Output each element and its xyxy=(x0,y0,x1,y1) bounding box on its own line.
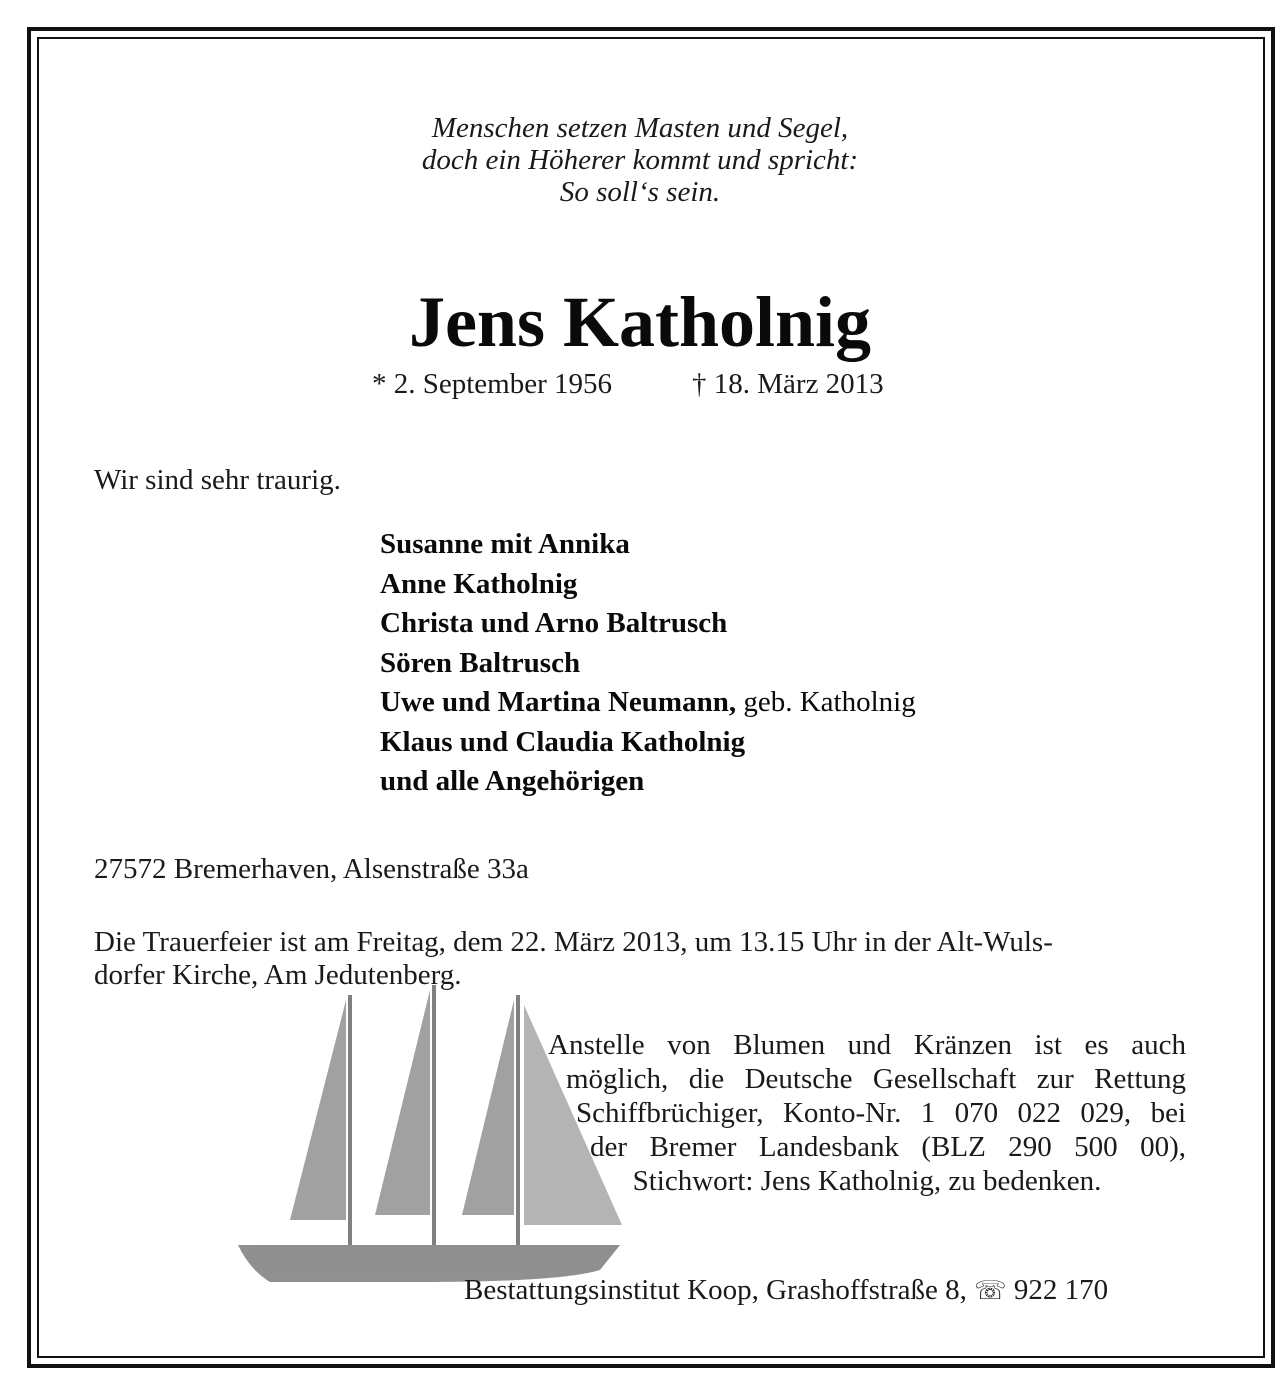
donation-line: der Bremer Landesbank (BLZ 290 500 00), xyxy=(590,1131,1186,1163)
mourner-entry: und alle Angehörigen xyxy=(380,765,645,797)
mourner-entry: Klaus und Claudia Katholnig xyxy=(380,726,746,758)
motto-line-3: So soll‘s sein. xyxy=(559,176,721,208)
mourner-entry: Anne Katholnig xyxy=(380,568,578,600)
ceremony-line-1: Die Trauerfeier ist am Freitag, dem 22. März 2013, um 13.15 Uhr in der Alt-Wuls- xyxy=(94,926,1053,958)
funeral-home-text: Bestattungsinstitut Koop, Grashoffstraße 8, xyxy=(464,1274,967,1306)
motto-line-1: Menschen setzen Masten und Segel, xyxy=(431,112,849,144)
death-date: † 18. März 2013 xyxy=(692,368,884,400)
donation-line: Schiffbrüchiger, Konto-Nr. 1 070 022 029, bei xyxy=(576,1097,1186,1129)
mourner-entry: Sören Baltrusch xyxy=(380,647,581,679)
funeral-home-phone: 922 170 xyxy=(1013,1274,1109,1306)
ceremony-line-2: dorfer Kirche, Am Jedutenberg. xyxy=(94,959,462,991)
family-address: 27572 Bremerhaven, Alsenstraße 33a xyxy=(94,853,529,885)
funeral-home xyxy=(464,1272,1108,1309)
deceased-name: Jens Katholnig xyxy=(408,282,872,362)
donation-line: Stichwort: Jens Katholnig, zu bedenken. xyxy=(632,1165,1102,1197)
telephone-icon: ☏ xyxy=(974,1276,1007,1306)
mourner-entry: Christa und Arno Baltrusch xyxy=(380,607,728,639)
motto-line-2: doch ein Höherer kommt und spricht: xyxy=(421,144,859,176)
birth-date: * 2. September 1956 xyxy=(372,368,613,400)
donation-line: möglich, die Deutsche Gesellschaft zur Rettung xyxy=(566,1063,1186,1095)
mourner-entry: Uwe und Martina Neumann, geb. Katholnig xyxy=(380,686,916,718)
mourner-entry: Susanne mit Annika xyxy=(380,528,630,560)
intro-text: Wir sind sehr traurig. xyxy=(94,464,341,496)
donation-line: Anstelle von Blumen und Kränzen ist es auch xyxy=(548,1029,1186,1061)
donation-request xyxy=(548,1028,1186,1198)
